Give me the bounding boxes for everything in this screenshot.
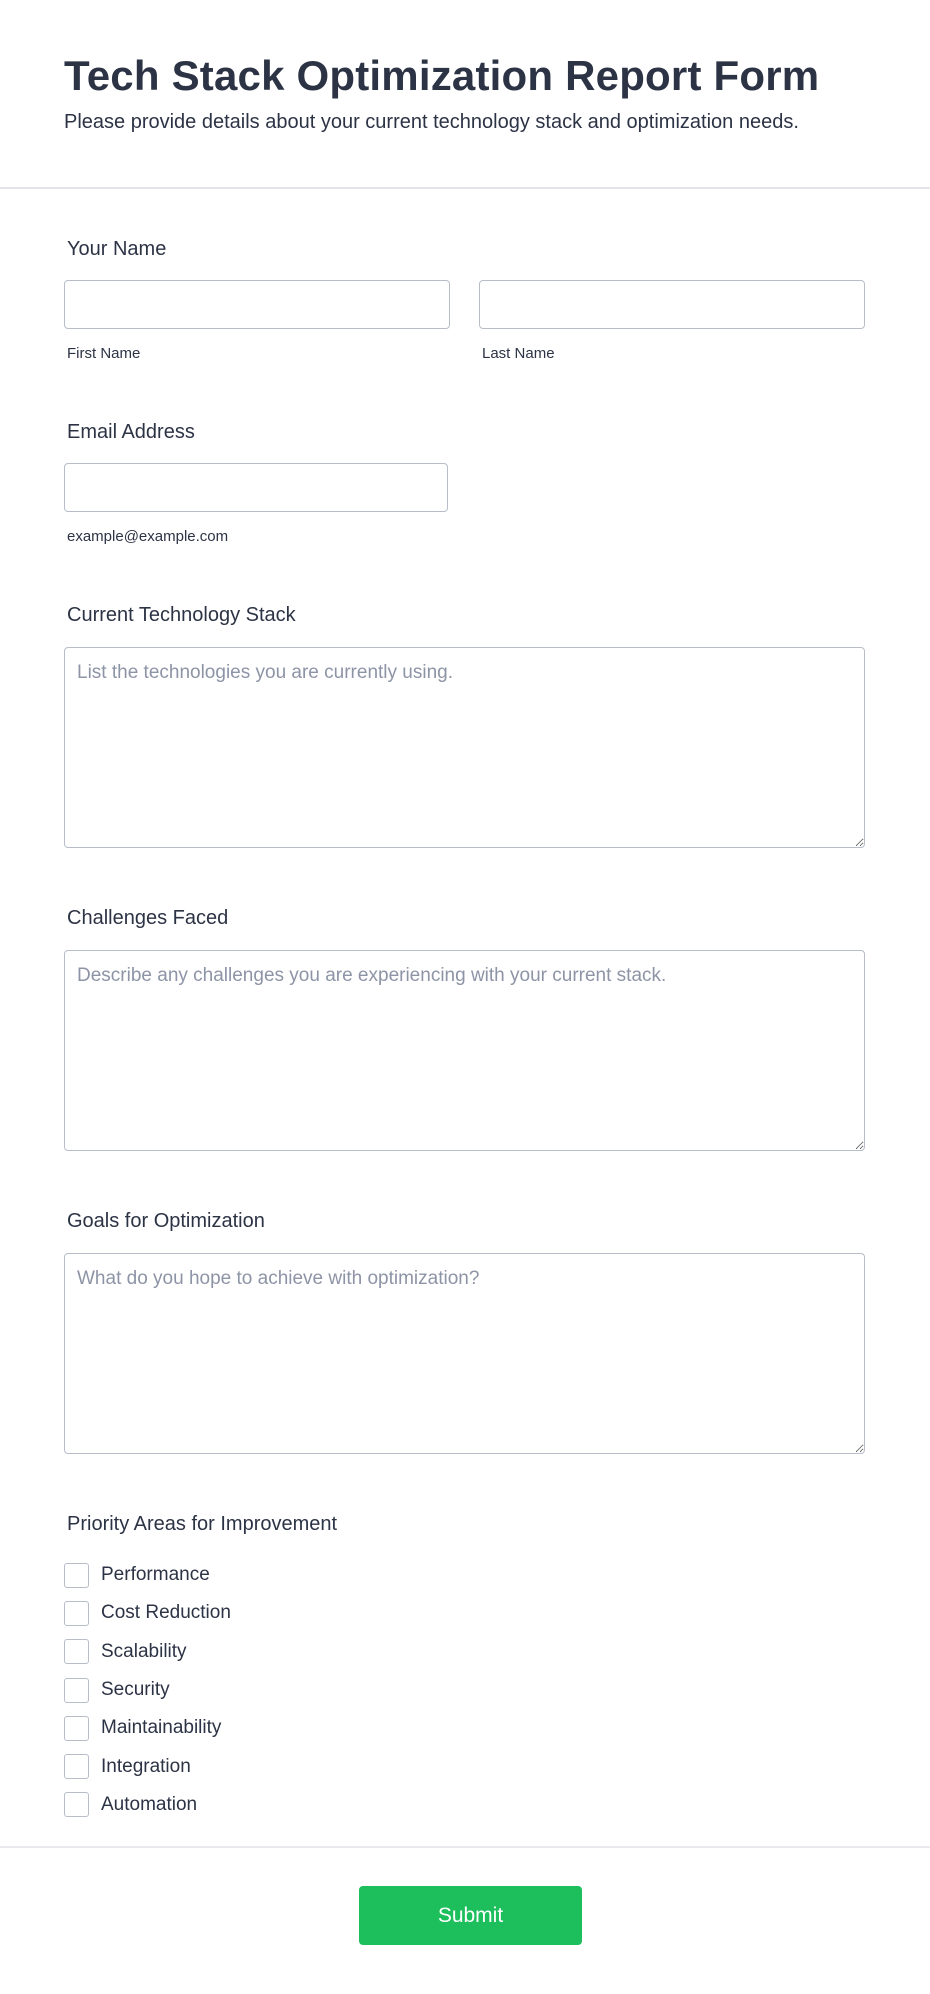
challenges-label: Challenges Faced [67, 907, 229, 929]
checkbox-label: Scalability [101, 1640, 187, 1662]
priority-option-security[interactable] [64, 1671, 231, 1709]
priority-option-integration[interactable] [64, 1747, 231, 1785]
checkbox-label: Integration [101, 1755, 191, 1777]
email-input[interactable] [64, 463, 448, 512]
checkbox[interactable] [64, 1639, 89, 1664]
priorities-checkbox-group [64, 1556, 231, 1824]
checkbox[interactable] [64, 1563, 89, 1588]
priority-option-maintainability[interactable] [64, 1709, 231, 1747]
form-title: Tech Stack Optimization Report Form [64, 52, 820, 99]
checkbox-label: Security [101, 1679, 170, 1701]
checkbox-label: Maintainability [101, 1717, 222, 1739]
checkbox[interactable] [64, 1792, 89, 1817]
goals-label: Goals for Optimization [67, 1210, 265, 1232]
stack-label: Current Technology Stack [67, 604, 296, 626]
form-subtitle: Please provide details about your current technology stack and optimization needs. [64, 111, 799, 133]
challenges-textarea[interactable] [64, 950, 865, 1151]
form-header [0, 0, 930, 189]
priority-option-performance[interactable] [64, 1556, 231, 1594]
checkbox[interactable] [64, 1678, 89, 1703]
checkbox[interactable] [64, 1601, 89, 1626]
last-name-input[interactable] [479, 280, 865, 329]
checkbox-label: Automation [101, 1793, 198, 1815]
form-footer [0, 1846, 930, 1994]
checkbox[interactable] [64, 1716, 89, 1741]
first-name-input[interactable] [64, 280, 450, 329]
first-name-sublabel: First Name [67, 345, 141, 362]
name-label: Your Name [67, 238, 167, 260]
priorities-label: Priority Areas for Improvement [67, 1513, 338, 1535]
priority-option-scalability[interactable] [64, 1633, 231, 1671]
goals-textarea[interactable] [64, 1253, 865, 1454]
checkbox[interactable] [64, 1754, 89, 1779]
email-sublabel: example@example.com [67, 528, 229, 545]
priority-option-cost-reduction[interactable] [64, 1594, 231, 1632]
checkbox-label: Cost Reduction [101, 1602, 231, 1624]
checkbox-label: Performance [101, 1564, 210, 1586]
submit-button[interactable]: Submit [359, 1886, 582, 1945]
stack-textarea[interactable] [64, 647, 865, 848]
email-label: Email Address [67, 421, 195, 443]
last-name-sublabel: Last Name [482, 345, 555, 362]
priority-option-automation[interactable] [64, 1786, 231, 1824]
